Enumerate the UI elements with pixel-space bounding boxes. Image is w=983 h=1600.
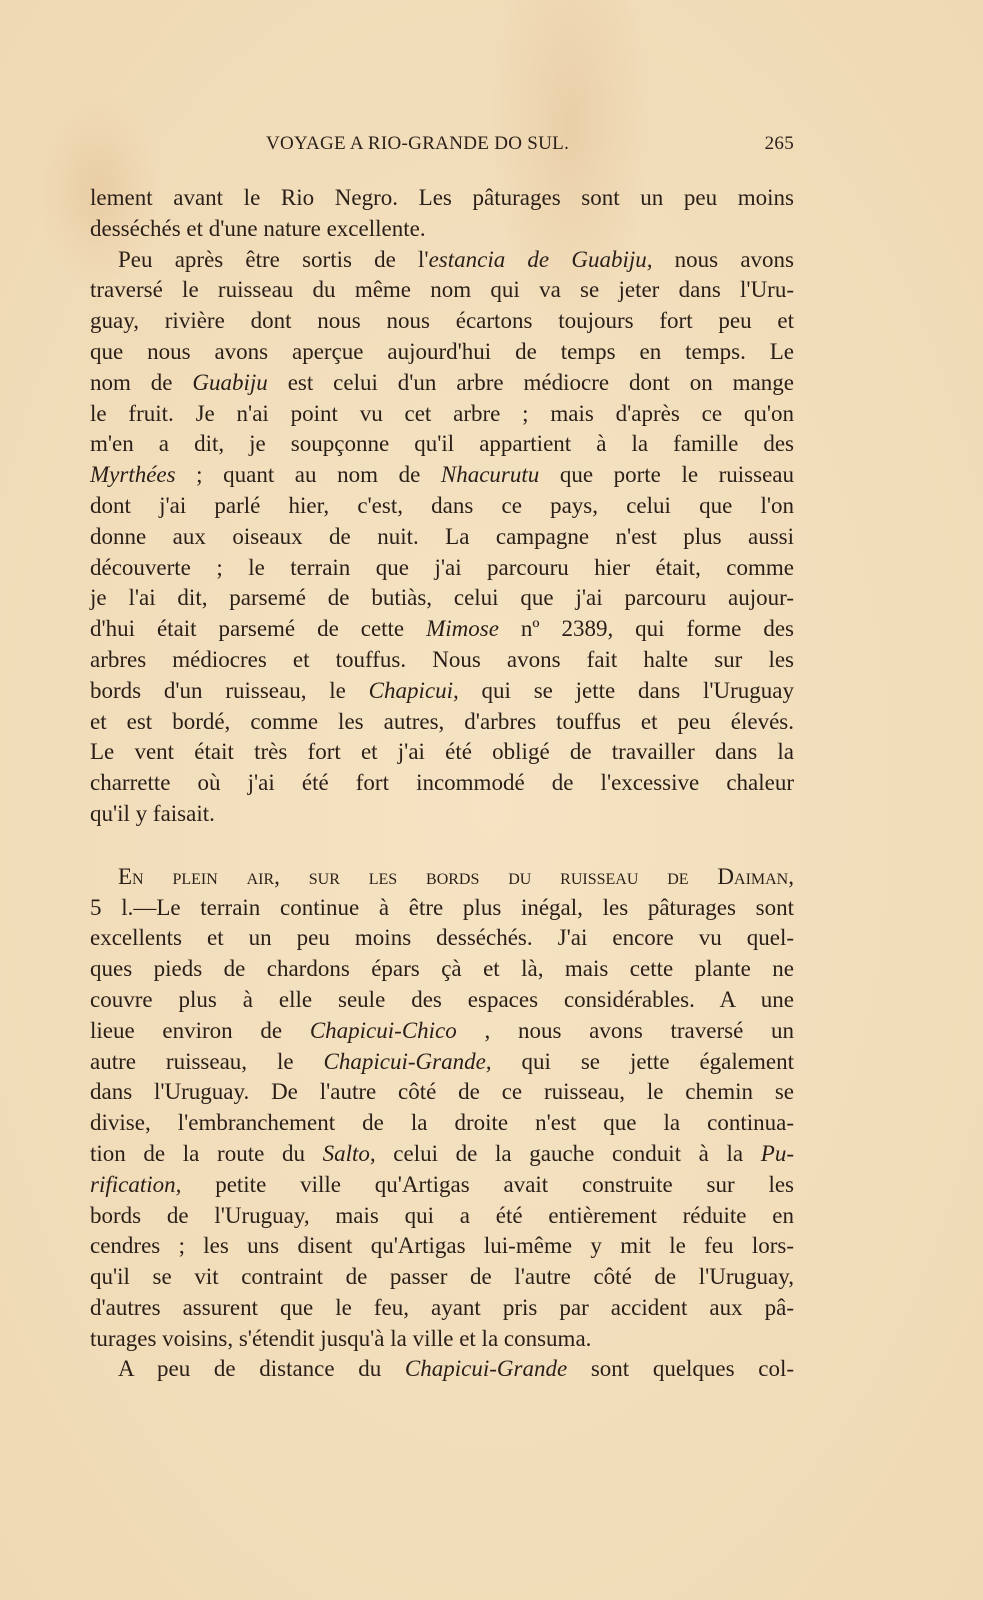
text-line: cendres ; les uns disent qu'Artigas lui-même y mit le feu lors- (90, 1233, 794, 1259)
text-line: turages voisins, s'étendit jusqu'à la ville et la consuma. (90, 1325, 592, 1351)
body-text (90, 183, 794, 1385)
italic-term: estancia de Guabiju, (428, 246, 653, 272)
text-line: m'en a dit, je soupçonne qu'il appartient à la famille des (90, 431, 794, 457)
italic-term: Nhacurutu (440, 462, 540, 488)
text-line: couvre plus à elle seule des espaces considérables. A une (90, 986, 794, 1012)
text-line: lieue environ de Chapicui-Chico , nous avons traversé un (90, 1017, 794, 1043)
text-line: qu'il se vit contraint de passer de l'autre côté de l'Uruguay, (90, 1264, 794, 1290)
text-line: dans l'Uruguay. De l'autre côté de ce ruisseau, le chemin se (90, 1079, 794, 1105)
text-span: Peu après être sortis de l' (118, 246, 429, 272)
text-line: divise, l'embranchement de la droite n'est que la continua- (90, 1110, 794, 1136)
text-line: desséchés et d'une nature excellente. (90, 215, 426, 241)
text-line: bords d'un ruisseau, le Chapicui, qui se jette dans l'Uruguay (90, 677, 794, 703)
text-line: découverte ; le terrain que j'ai parcouru hier était, comme (90, 554, 794, 580)
italic-term: Chapicui-Chico (309, 1017, 457, 1043)
text-line: tion de la route du Salto, celui de la gauche conduit à la Pu- (90, 1140, 794, 1166)
italic-term: rification, (90, 1171, 182, 1197)
text-line: bords de l'Uruguay, mais qui a été entièrement réduite en (90, 1202, 794, 1228)
text-line: arbres médiocres et touffus. Nous avons fait halte sur les (90, 646, 794, 672)
text-line: lement avant le Rio Negro. Les pâturages sont un peu moins (90, 185, 794, 210)
text-line: Le vent était très fort et j'ai été obligé de travailler dans la (90, 739, 794, 765)
italic-term: Mimose (426, 616, 499, 642)
text-line: et est bordé, comme les autres, d'arbres touffus et peu élevés. (90, 708, 794, 734)
text-line: 5 l.—Le terrain continue à être plus inégal, les pâturages sont (90, 894, 794, 920)
text-line: A peu de distance du Chapicui-Grande sont quelques col- (118, 1356, 794, 1382)
italic-term: Chapicui-Grande, (323, 1048, 492, 1074)
text-line: guay, rivière dont nous nous écartons toujours fort peu et (90, 308, 794, 334)
running-head-title: VOYAGE A RIO-GRANDE DO SUL. (266, 133, 570, 154)
text-line: dont j'ai parlé hier, c'est, dans ce pays, celui que l'on (90, 492, 794, 518)
text-line: nom de Guabiju est celui d'un arbre médiocre dont on mange (90, 369, 794, 395)
text-line: d'autres assurent que le feu, ayant pris par accident aux pâ- (90, 1294, 794, 1320)
text-line: Peu après être sortis de l'estancia de Guabiju, nous avons (118, 246, 794, 272)
text-line: je l'ai dit, parsemé de butiàs, celui que j'ai parcouru aujour- (90, 585, 794, 611)
italic-term: Guabiju (192, 369, 268, 395)
italic-term: Chapicui-Grande (404, 1356, 568, 1382)
text-line: traversé le ruisseau du même nom qui va se jeter dans l'Uru- (90, 277, 794, 303)
section-gap (90, 830, 794, 862)
text-line: ques pieds de chardons épars çà et là, mais cette plante ne (90, 956, 794, 982)
italic-term: Pu- (760, 1140, 794, 1166)
text-line: donne aux oiseaux de nuit. La campagne n'est plus aussi (90, 523, 794, 549)
italic-term: Salto, (322, 1140, 376, 1166)
text-line: d'hui était parsemé de cette Mimose nº 2389, qui forme des (90, 616, 794, 642)
text-line: Myrthées ; quant au nom de Nhacurutu que porte le ruisseau (90, 462, 795, 488)
text-line: rification, petite ville qu'Artigas avait construite sur les (90, 1171, 794, 1197)
text-line: qu'il y faisait. (90, 800, 215, 826)
text-line: charrette où j'ai été fort incommodé de l'excessive chaleur (90, 770, 794, 796)
text-line: que nous avons aperçue aujourd'hui de temps en temps. Le (90, 338, 794, 364)
text-line: excellents et un peu moins desséchés. J'ai encore vu quel- (90, 925, 794, 951)
italic-term: Chapicui, (368, 677, 459, 703)
text-line: autre ruisseau, le Chapicui-Grande, qui se jette également (90, 1048, 794, 1074)
section-heading: En plein air, sur les bords du ruisseau de Daiman, (118, 863, 794, 889)
italic-term: Myrthées (90, 462, 176, 488)
text-line: le fruit. Je n'ai point vu cet arbre ; mais d'après ce qu'on (90, 400, 794, 426)
page-number: 265 (764, 133, 794, 154)
